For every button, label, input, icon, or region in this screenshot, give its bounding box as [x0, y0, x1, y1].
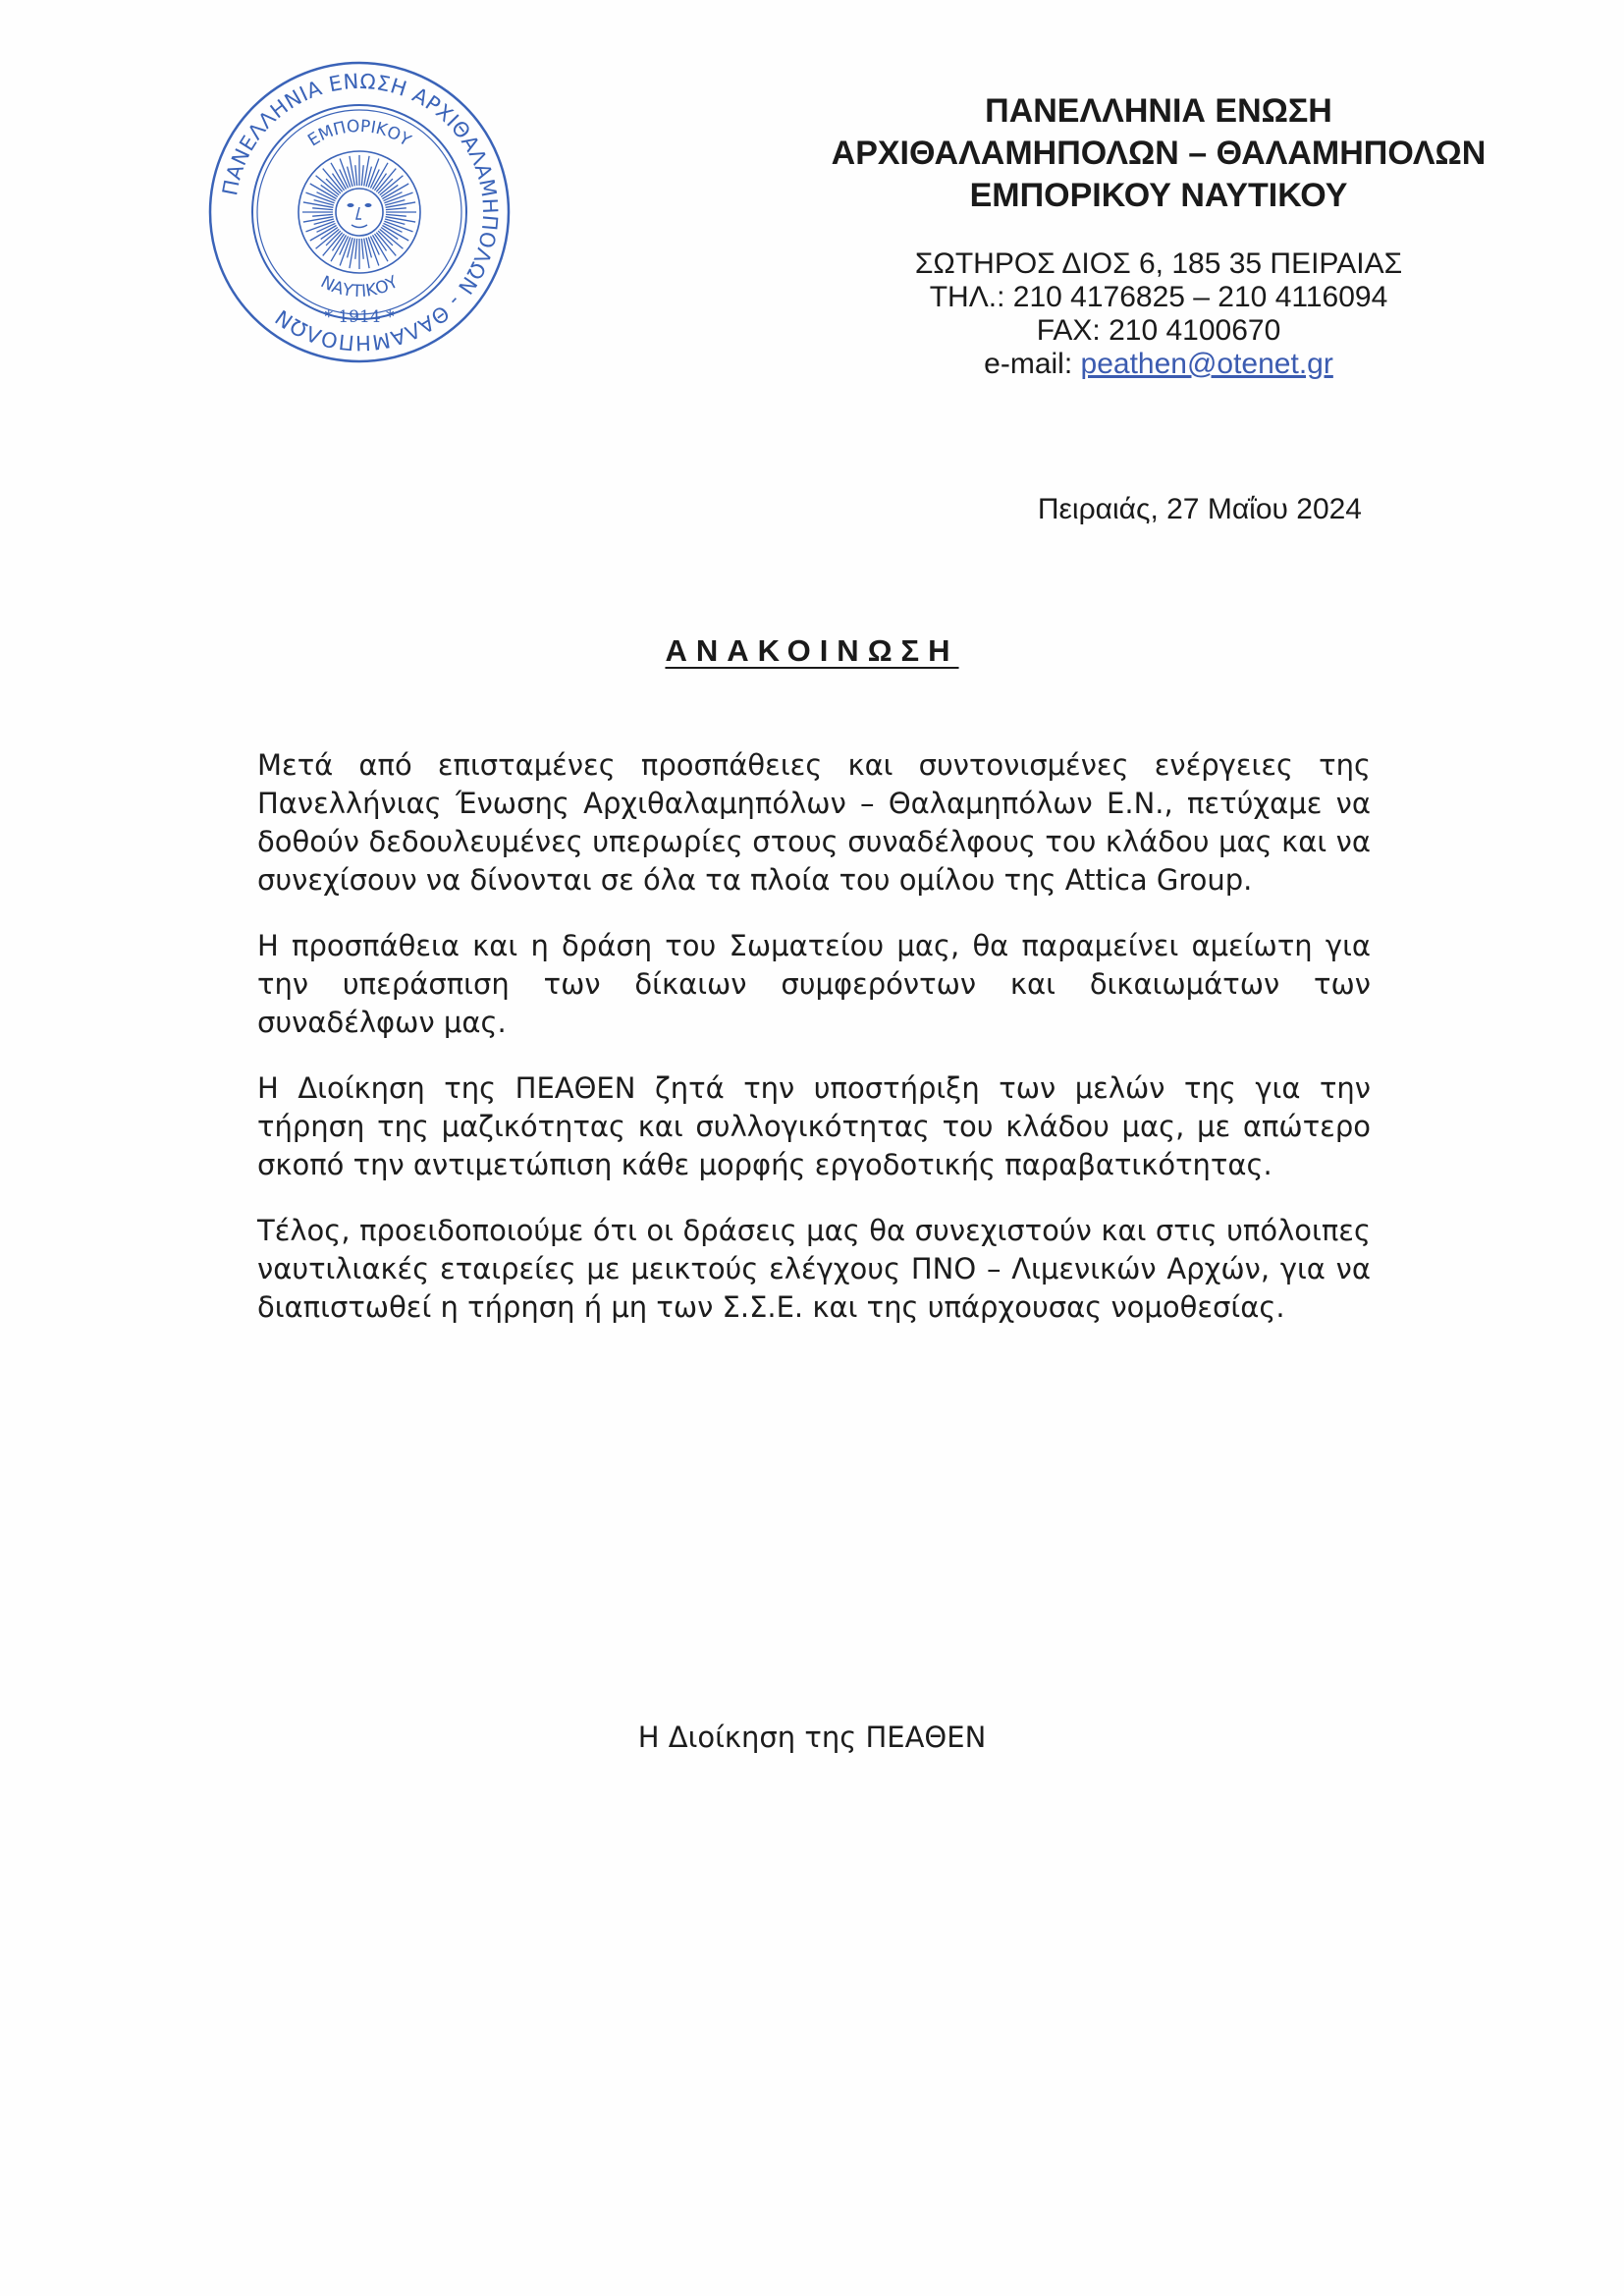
seal-sun-ray [364, 156, 369, 187]
seal-sun-ray [364, 239, 369, 269]
seal-sun-ray [386, 208, 406, 210]
seal-sun-ray [350, 239, 354, 269]
seal-sun-ray [386, 202, 416, 207]
seal-sun-ray [312, 214, 333, 216]
seal-sun-ray [386, 214, 406, 216]
seal-sun-ray [386, 217, 416, 222]
document-title-text: ΑΝΑΚΟΙΝΩΣΗ [665, 633, 959, 668]
organization-line-3: ΕΜΠΟΡΙΚΟΥ ΝΑΥΤΙΚΟΥ [969, 177, 1348, 214]
paragraph: Η Διοίκηση της ΠΕΑΘΕΝ ζητά την υποστήριξη των μελών της για την τήρηση της μαζικότητας και συλλογικότητας του κλάδου μας, με απώτερο σκοπό την αντιμετώπιση κάθε μορφής εργοδοτικής παραβατικότητας. [257, 1071, 1371, 1181]
document-title [0, 633, 1624, 669]
fax: FAX: 210 4100670 [1036, 314, 1281, 347]
seal-sun-ray [355, 239, 357, 259]
svg-text:ΕΜΠΟΡΙΚΟΥ: ΕΜΠΟΡΙΚΟΥ [304, 116, 414, 151]
email-label: e-mail: [984, 348, 1081, 380]
svg-text:ΠΑΝΕΛΛΗΝΙΑ ΕΝΩΣΗ ΑΡΧΙΘΑΛΑΜΗΠΟΛ: ΠΑΝΕΛΛΗΝΙΑ ΕΝΩΣΗ ΑΡΧΙΘΑΛΑΜΗΠΟΛΩΝ - ΘΑΛΑΜΗΠΟΛΩΝ [218, 69, 503, 355]
seal-sun-ray [303, 202, 334, 207]
paragraph: Μετά από επισταμένες προσπάθειες και συντονισμένες ενέργειες της Πανελλήνιας Ένωσης Αρχιθαλαμηπόλων – Θαλαμηπόλων Ε.Ν., πετύχαμε να δοθούν δεδουλευμένες υπερωρίες στους συναδέλφους του κλάδου μας και να συνεχίσουν να δίνονται σε όλα τα πλοία του ομίλου της Attica Group. [257, 748, 1371, 897]
seal-sun-ray [350, 156, 354, 187]
email-line [884, 348, 1434, 381]
paragraph: Τέλος, προειδοποιούμε ότι οι δράσεις μας θα συνεχιστούν και στις υπόλοιπες ναυτιλιακές εταιρείες με μεικτούς ελέγχους ΠΝΟ – Λιμενικών Αρχών, για να διαπιστωθεί η τήρηση ή μη των Σ.Σ.Ε. και της υπάρχουσας νομοθεσίας. [257, 1214, 1371, 1324]
seal-sun-ray [355, 165, 357, 186]
svg-text:* 1914 *: * 1914 * [324, 307, 395, 327]
signature: Η Διοίκηση της ΠΕΑΘΕΝ [637, 1721, 987, 1754]
document-date: Πειραιάς, 27 Μαΐου 2024 [1037, 493, 1362, 525]
paragraph: Η προσπάθεια και η δράση του Σωματείου μας, θα παραμείνει αμείωτη για την υπεράσπιση των δίκαιων συμφερόντων και δικαιωμάτων των συναδέλφων μας. [257, 929, 1371, 1039]
organization-name [825, 90, 1492, 217]
union-seal-logo [202, 55, 516, 369]
seal-sun-ray [361, 239, 363, 259]
document-body [257, 746, 1371, 1354]
seal-sun-ray [361, 165, 363, 186]
address: ΣΩΤΗΡΟΣ ΔΙΟΣ 6, 185 35 ΠΕΙΡΑΙΑΣ [914, 247, 1403, 280]
contact-block [884, 247, 1434, 381]
phone: ΤΗΛ.: 210 4176825 – 210 4116094 [929, 281, 1388, 313]
email-link[interactable]: peathen@otenet.gr [1080, 348, 1333, 380]
svg-text:ΝΑΥΤΙΚΟΥ: ΝΑΥΤΙΚΟΥ [317, 272, 402, 302]
seal-sun-ray [303, 217, 334, 222]
organization-line-1: ΠΑΝΕΛΛΗΝΙΑ ΕΝΩΣΗ [985, 92, 1332, 130]
seal-sun-ray [312, 208, 333, 210]
organization-line-2: ΑΡΧΙΘΑΛΑΜΗΠΟΛΩΝ – ΘΑΛΑΜΗΠΟΛΩΝ [831, 135, 1487, 172]
